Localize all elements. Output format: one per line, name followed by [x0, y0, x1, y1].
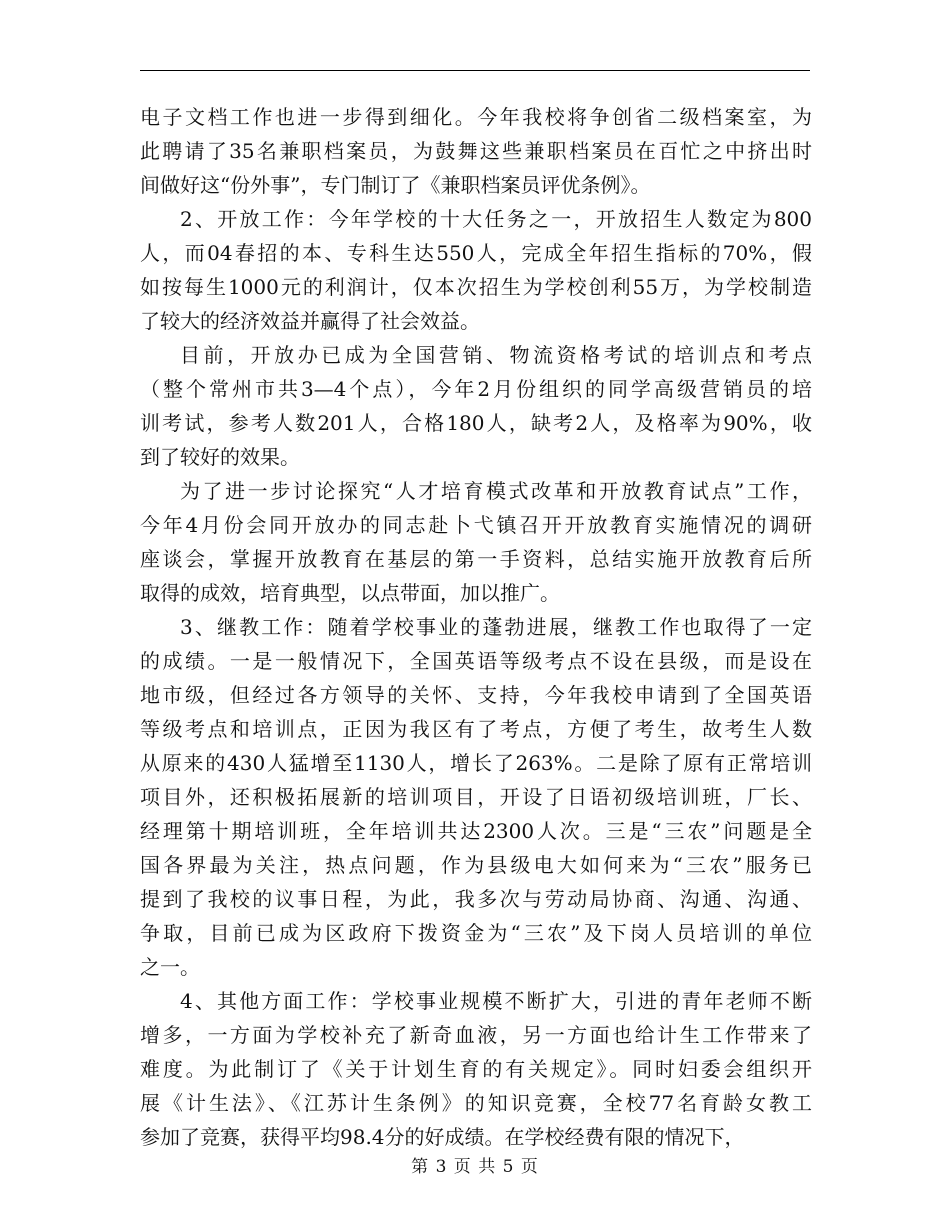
text-line: 之一。: [140, 955, 200, 979]
paragraph: [140, 100, 812, 202]
text-line: 地市级，但经过各方领导的关怀、支持，今年我校申请到了全国英语: [140, 683, 812, 707]
text-line: 经理第十期培训班，全年培训共达2300人次。三是“三农”问题是全: [140, 819, 812, 843]
text-line: 3、继教工作：随着学校事业的蓬勃进展，继教工作也取得了一定: [180, 615, 812, 639]
text-line: 争取，目前已成为区政府下拨资金为“三农”及下岗人员培训的单位: [140, 921, 812, 945]
text-line: 如按每生1000元的利润计，仅本次招生为学校创利55万，为学校制造: [140, 275, 812, 299]
text-line: 电子文档工作也进一步得到细化。今年我校将争创省二级档案室，为: [140, 105, 812, 129]
document-body: [140, 100, 812, 1154]
text-line: 人，而04春招的本、专科生达550人，完成全年招生指标的70%，假: [140, 241, 812, 265]
text-line: 从原来的430人猛增至1130人，增长了263%。二是除了原有正常培训: [140, 751, 812, 775]
page-number-footer: 第 3 页 共 5 页: [411, 1157, 539, 1177]
paragraph: [140, 610, 812, 984]
text-line: 难度。为此制订了《关于计划生育的有关规定》。同时妇委会组织开: [140, 1057, 812, 1081]
text-line: 国各界最为关注，热点问题，作为县级电大如何来为“三农”服务已: [140, 853, 812, 877]
text-line: 为了进一步讨论探究“人才培育模式改革和开放教育试点”工作，: [180, 479, 812, 503]
text-line: 座谈会，掌握开放教育在基层的第一手资料，总结实施开放教育后所: [140, 547, 812, 571]
text-line: 展《计生法》、《江苏计生条例》的知识竞赛，全校77名育龄女教工: [140, 1091, 812, 1115]
text-line: 间做好这“份外事”，专门制订了《兼职档案员评优条例》。: [140, 173, 651, 197]
text-line: 4、其他方面工作：学校事业规模不断扩大，引进的青年老师不断: [180, 989, 812, 1013]
text-line: 增多，一方面为学校补充了新奇血液，另一方面也给计生工作带来了: [140, 1023, 812, 1047]
text-line: 等级考点和培训点，正因为我区有了考点，方便了考生，故考生人数: [140, 717, 812, 741]
text-line: 训考试，参考人数201人，合格180人，缺考2人，及格率为90%，收: [140, 411, 812, 435]
text-line: 到了较好的效果。: [140, 445, 300, 469]
text-line: 2、开放工作：今年学校的十大任务之一，开放招生人数定为800: [180, 207, 812, 231]
text-line: （整个常州市共3—4个点），今年2月份组织的同学高级营销员的培: [140, 377, 812, 401]
text-line: 的成绩。一是一般情况下，全国英语等级考点不设在县级，而是设在: [140, 649, 812, 673]
paragraph: [140, 202, 812, 338]
header-rule: [140, 70, 810, 71]
text-line: 项目外，还积极拓展新的培训项目，开设了日语初级培训班，厂长、: [140, 785, 812, 809]
text-line: 今年4月份会同开放办的同志赴卜弋镇召开开放教育实施情况的调研: [140, 513, 812, 537]
text-line: 此聘请了35名兼职档案员，为鼓舞这些兼职档案员在百忙之中挤出时: [140, 139, 812, 163]
text-line: 提到了我校的议事日程，为此，我多次与劳动局协商、沟通、沟通、: [140, 887, 812, 911]
paragraph: [140, 474, 812, 610]
paragraph: [140, 338, 812, 474]
paragraph: [140, 984, 812, 1154]
text-line: 参加了竞赛，获得平均98.4分的好成绩。在学校经费有限的情况下，: [140, 1125, 745, 1149]
text-line: 了较大的经济效益并赢得了社会效益。: [140, 309, 480, 333]
text-line: 取得的成效，培育典型，以点带面，加以推广。: [140, 581, 560, 605]
text-line: 目前，开放办已成为全国营销、物流资格考试的培训点和考点: [180, 343, 812, 367]
